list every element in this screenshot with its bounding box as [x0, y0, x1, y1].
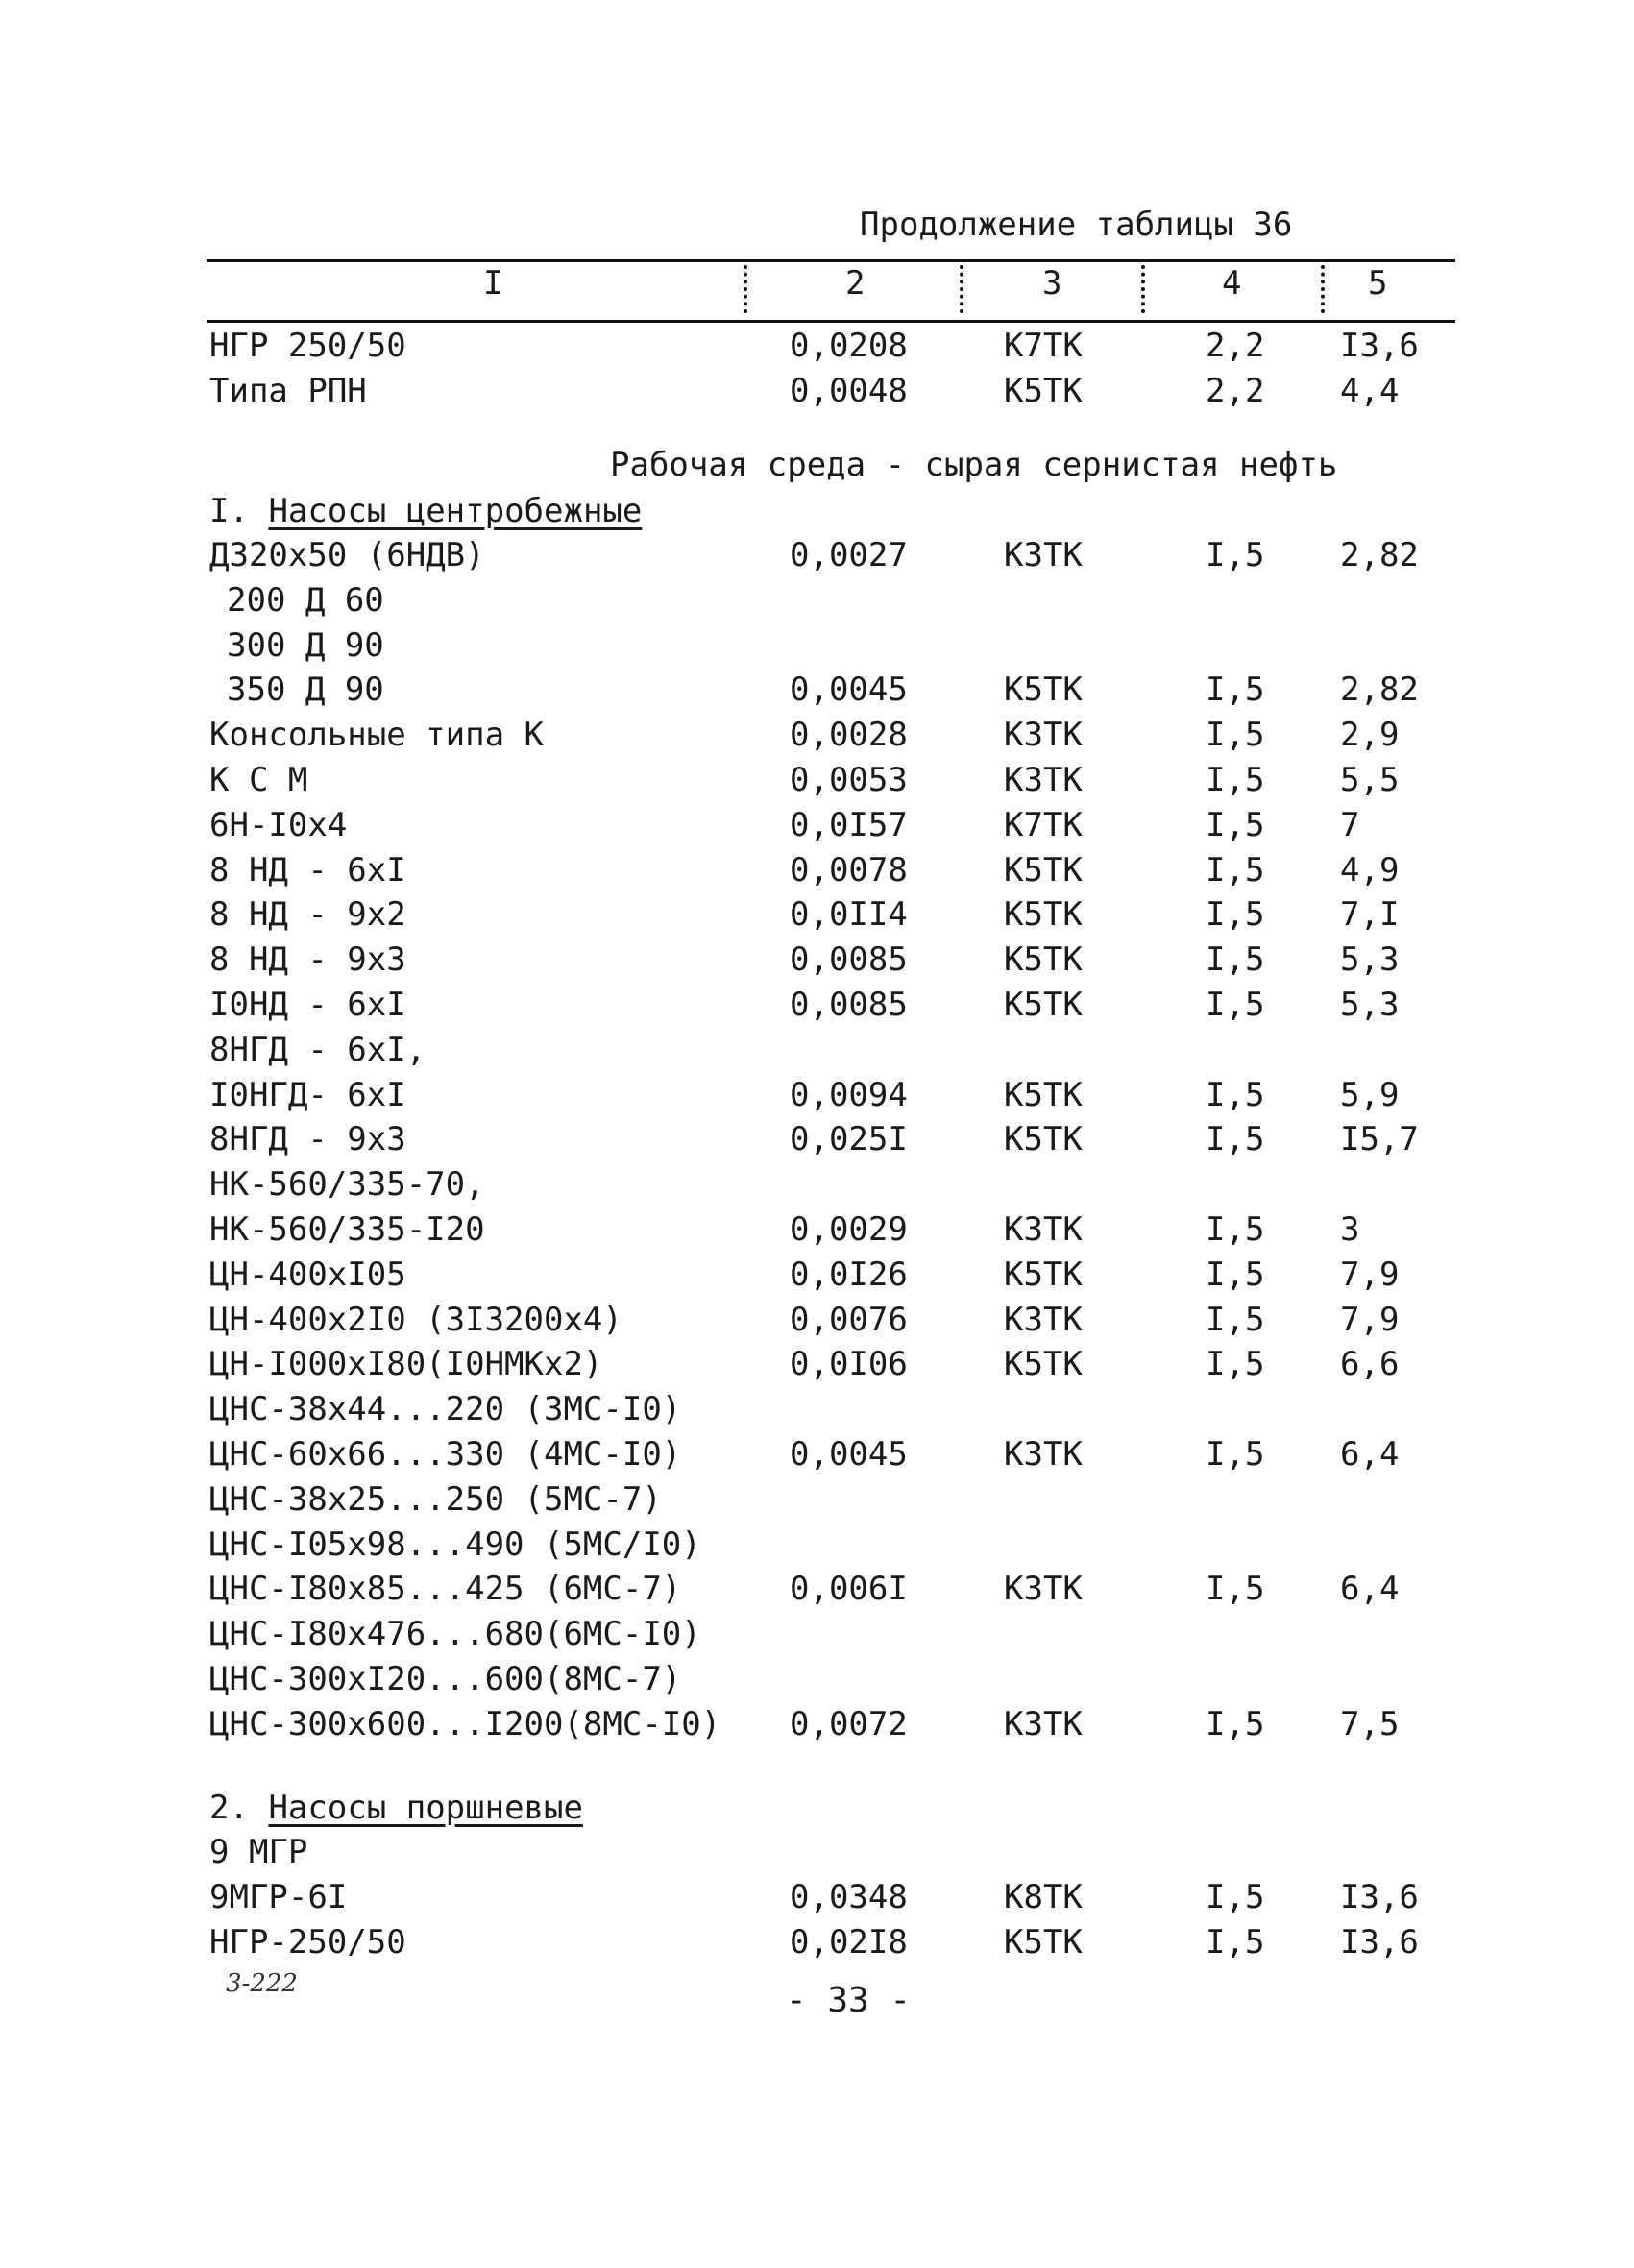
cell-name: I0НД - 6хI: [209, 986, 406, 1024]
cell-col-5: 6,6: [1340, 1345, 1400, 1384]
cell-col-3: К7ТК: [1004, 327, 1083, 365]
cell-col-4: 2,2: [1206, 327, 1265, 365]
cell-col-4: I,5: [1206, 671, 1265, 710]
cell-name: ЦНС-300хI20...600(8МС-7): [209, 1660, 682, 1698]
cell-col-5: 7,I: [1340, 895, 1400, 935]
cell-col-5: I5,7: [1340, 1120, 1419, 1159]
table-row: [0, 671, 1634, 713]
cell-col-5: 5,5: [1340, 761, 1400, 799]
cell-col-3: К3ТК: [1004, 1210, 1083, 1249]
cell-col-3: К5ТК: [1004, 671, 1083, 710]
cell-name: 8НГД - 6хI,: [209, 1030, 427, 1069]
handwritten-signature: 3-222: [226, 1969, 298, 1998]
page-number: - 33 -: [786, 1981, 912, 2020]
section-2-title: Насосы поршневые: [268, 1789, 583, 1827]
cell-col-3: К5ТК: [1004, 895, 1083, 935]
cell-name: ЦН-400х2I0 (3I3200х4): [209, 1300, 622, 1339]
cell-col-4: I,5: [1206, 1570, 1265, 1609]
cell-name: ЦНС-38х44...220 (3МС-I0): [209, 1390, 682, 1429]
cell-col-2: 0,0208: [790, 327, 908, 365]
table-row: [0, 1031, 1634, 1073]
cell-name: ЦН-400хI05: [209, 1255, 406, 1294]
cell-name: 200 Д 60: [227, 580, 384, 620]
table-row: [0, 372, 1634, 414]
cell-name: 9 МГР: [209, 1833, 308, 1871]
cell-col-2: 0,0045: [790, 671, 908, 710]
cell-name: ЦНС-38х25...250 (5МС-7): [209, 1479, 662, 1519]
cell-col-4: I,5: [1206, 716, 1265, 755]
header-col-3: 3: [1042, 264, 1062, 303]
cell-col-5: 7,5: [1340, 1704, 1400, 1744]
cell-col-2: 0,0085: [790, 986, 908, 1024]
cell-col-4: I,5: [1206, 895, 1265, 935]
cell-col-5: 5,9: [1340, 1075, 1400, 1114]
cell-name: ЦНС-300х600...I200(8МС-I0): [209, 1704, 721, 1744]
cell-col-5: 7,9: [1340, 1300, 1400, 1339]
cell-col-3: К3ТК: [1004, 1300, 1083, 1339]
table-row: [0, 1165, 1634, 1207]
section-1-heading: [209, 492, 642, 530]
cell-col-5: 5,3: [1340, 986, 1400, 1024]
table-row: [0, 1301, 1634, 1343]
cell-col-5: 4,4: [1340, 371, 1400, 410]
cell-col-4: I,5: [1206, 761, 1265, 799]
table-row: [0, 986, 1634, 1028]
table-row: [0, 1435, 1634, 1477]
table-row: [0, 1923, 1634, 1965]
cell-col-5: I3,6: [1340, 327, 1419, 365]
header-sep-3: [1141, 265, 1149, 313]
cell-col-3: К7ТК: [1004, 805, 1083, 844]
section-2-number: 2.: [209, 1789, 249, 1827]
header-col-2: 2: [845, 264, 866, 303]
table-row: [0, 1660, 1634, 1702]
cell-col-3: К3ТК: [1004, 1570, 1083, 1609]
cell-col-4: I,5: [1206, 940, 1265, 980]
cell-name: Д320х50 (6НДВ): [209, 536, 485, 574]
cell-name: 300 Д 90: [227, 625, 384, 665]
cell-col-3: К5ТК: [1004, 1120, 1083, 1159]
cell-col-3: К3ТК: [1004, 761, 1083, 799]
cell-col-5: 2,9: [1340, 716, 1400, 755]
table-row: [0, 806, 1634, 848]
cell-col-4: I,5: [1206, 1075, 1265, 1114]
cell-name: ЦНС-I80х476...680(6МС-I0): [209, 1615, 701, 1654]
cell-col-2: 0,0094: [790, 1075, 908, 1114]
cell-name: 350 Д 90: [227, 671, 384, 710]
table-row: [0, 895, 1634, 938]
cell-col-4: I,5: [1206, 1345, 1265, 1384]
cell-name: НК-560/335-70,: [209, 1165, 485, 1205]
cell-col-2: 0,0028: [790, 716, 908, 755]
cell-col-2: 0,0348: [790, 1877, 908, 1916]
table-row: [0, 1076, 1634, 1118]
table-header-rule: [207, 320, 1455, 323]
cell-col-4: I,5: [1206, 1300, 1265, 1339]
cell-col-2: 0,0I06: [790, 1345, 908, 1384]
cell-name: 8 НД - 6хI: [209, 850, 406, 890]
cell-col-4: I,5: [1206, 1922, 1265, 1962]
cell-col-2: 0,0045: [790, 1435, 908, 1474]
table-row: [0, 1390, 1634, 1432]
table-row: [0, 761, 1634, 803]
cell-col-4: 2,2: [1206, 371, 1265, 410]
cell-col-2: 0,0085: [790, 940, 908, 980]
cell-col-5: 6,4: [1340, 1570, 1400, 1609]
cell-col-3: К3ТК: [1004, 536, 1083, 574]
header-sep-1: [744, 265, 751, 313]
table-row: [0, 1833, 1634, 1875]
cell-col-5: 5,3: [1340, 940, 1400, 980]
cell-col-2: 0,0I57: [790, 805, 908, 844]
cell-col-4: I,5: [1206, 536, 1265, 574]
cell-col-5: I3,6: [1340, 1922, 1419, 1962]
table-row: [0, 536, 1634, 578]
cell-col-3: К5ТК: [1004, 1075, 1083, 1114]
cell-name: I0НГД- 6хI: [209, 1075, 406, 1114]
cell-name: ЦНС-I80х85...425 (6МС-7): [209, 1570, 682, 1609]
cell-col-2: 0,0072: [790, 1704, 908, 1744]
table-row: [0, 1615, 1634, 1657]
cell-col-3: К8ТК: [1004, 1877, 1083, 1916]
cell-name: 8 НД - 9х3: [209, 940, 406, 980]
cell-col-5: 2,82: [1340, 671, 1419, 710]
cell-col-4: I,5: [1206, 1435, 1265, 1474]
table-row: [0, 1570, 1634, 1612]
table-row: [0, 1705, 1634, 1747]
cell-col-3: К3ТК: [1004, 1435, 1083, 1474]
cell-col-3: К5ТК: [1004, 850, 1083, 890]
cell-col-3: К5ТК: [1004, 940, 1083, 980]
table-row: [0, 1345, 1634, 1387]
cell-col-2: 0,006I: [790, 1570, 908, 1609]
table-row: [0, 851, 1634, 893]
cell-col-4: I,5: [1206, 1255, 1265, 1294]
cell-col-5: 3: [1340, 1210, 1360, 1249]
cell-name: ЦН-I000хI80(I0НМКх2): [209, 1345, 603, 1384]
cell-col-4: I,5: [1206, 1210, 1265, 1249]
cell-col-5: 7: [1340, 805, 1360, 844]
header-col-4: 4: [1222, 264, 1242, 303]
header-col-5: 5: [1368, 264, 1388, 303]
cell-col-3: К5ТК: [1004, 986, 1083, 1024]
cell-col-3: К3ТК: [1004, 1704, 1083, 1744]
cell-name: 8 НД - 9х2: [209, 895, 406, 935]
cell-col-3: К5ТК: [1004, 371, 1083, 410]
cell-col-5: 4,9: [1340, 850, 1400, 890]
cell-col-4: I,5: [1206, 1120, 1265, 1159]
table-top-rule: [207, 259, 1455, 262]
cell-col-2: 0,0053: [790, 761, 908, 799]
header-sep-4: [1321, 265, 1329, 313]
cell-name: 8НГД - 9х3: [209, 1120, 406, 1159]
cell-name: К С М: [209, 761, 308, 799]
table-row: [0, 1878, 1634, 1920]
cell-name: ЦНС-60х66...330 (4МС-I0): [209, 1435, 682, 1474]
cell-col-3: К3ТК: [1004, 716, 1083, 755]
header-col-1: I: [483, 264, 503, 303]
cell-col-5: 6,4: [1340, 1435, 1400, 1474]
cell-col-4: I,5: [1206, 1877, 1265, 1916]
cell-col-2: 0,0048: [790, 371, 908, 410]
cell-col-5: 7,9: [1340, 1255, 1400, 1294]
table-row: [0, 1256, 1634, 1298]
table-row: [0, 1210, 1634, 1253]
header-sep-2: [960, 265, 967, 313]
cell-name: Типа РПН: [209, 371, 367, 410]
table-row: [0, 626, 1634, 669]
table-row: [0, 1120, 1634, 1162]
cell-col-2: 0,0076: [790, 1300, 908, 1339]
table-row: [0, 327, 1634, 369]
table-row: [0, 940, 1634, 983]
cell-col-4: I,5: [1206, 986, 1265, 1024]
cell-col-2: 0,02I8: [790, 1922, 908, 1962]
table-row: [0, 1480, 1634, 1523]
cell-col-2: 0,0027: [790, 536, 908, 574]
cell-name: НК-560/335-I20: [209, 1210, 485, 1249]
cell-name: 6Н-I0х4: [209, 805, 348, 844]
table-row: [0, 1525, 1634, 1568]
table-row: [0, 581, 1634, 623]
cell-col-5: I3,6: [1340, 1877, 1419, 1916]
cell-col-4: I,5: [1206, 850, 1265, 890]
cell-col-3: К5ТК: [1004, 1922, 1083, 1962]
cell-col-2: 0,025I: [790, 1120, 908, 1159]
cell-col-2: 0,0I26: [790, 1255, 908, 1294]
cell-col-4: I,5: [1206, 1704, 1265, 1744]
section-1-number: I.: [209, 492, 249, 530]
section-2-heading: [209, 1789, 583, 1827]
cell-name: Консольные типа К: [209, 716, 544, 755]
cell-col-2: 0,0078: [790, 850, 908, 890]
cell-name: ЦНС-I05х98...490 (5МС/I0): [209, 1524, 701, 1564]
section-1-title: Насосы центробежные: [268, 492, 643, 530]
cell-name: НГР 250/50: [209, 327, 406, 365]
cell-col-2: 0,0029: [790, 1210, 908, 1249]
cell-col-4: I,5: [1206, 805, 1265, 844]
cell-col-3: К5ТК: [1004, 1345, 1083, 1384]
cell-col-2: 0,0II4: [790, 895, 908, 935]
table-row: [0, 716, 1634, 758]
cell-name: НГР-250/50: [209, 1922, 406, 1962]
cell-col-5: 2,82: [1340, 536, 1419, 574]
cell-name: 9МГР-6I: [209, 1877, 348, 1916]
table-caption: Продолжение таблицы 36: [860, 206, 1293, 244]
medium-heading: Рабочая среда - сырая сернистая нефть: [610, 446, 1338, 484]
cell-col-3: К5ТК: [1004, 1255, 1083, 1294]
